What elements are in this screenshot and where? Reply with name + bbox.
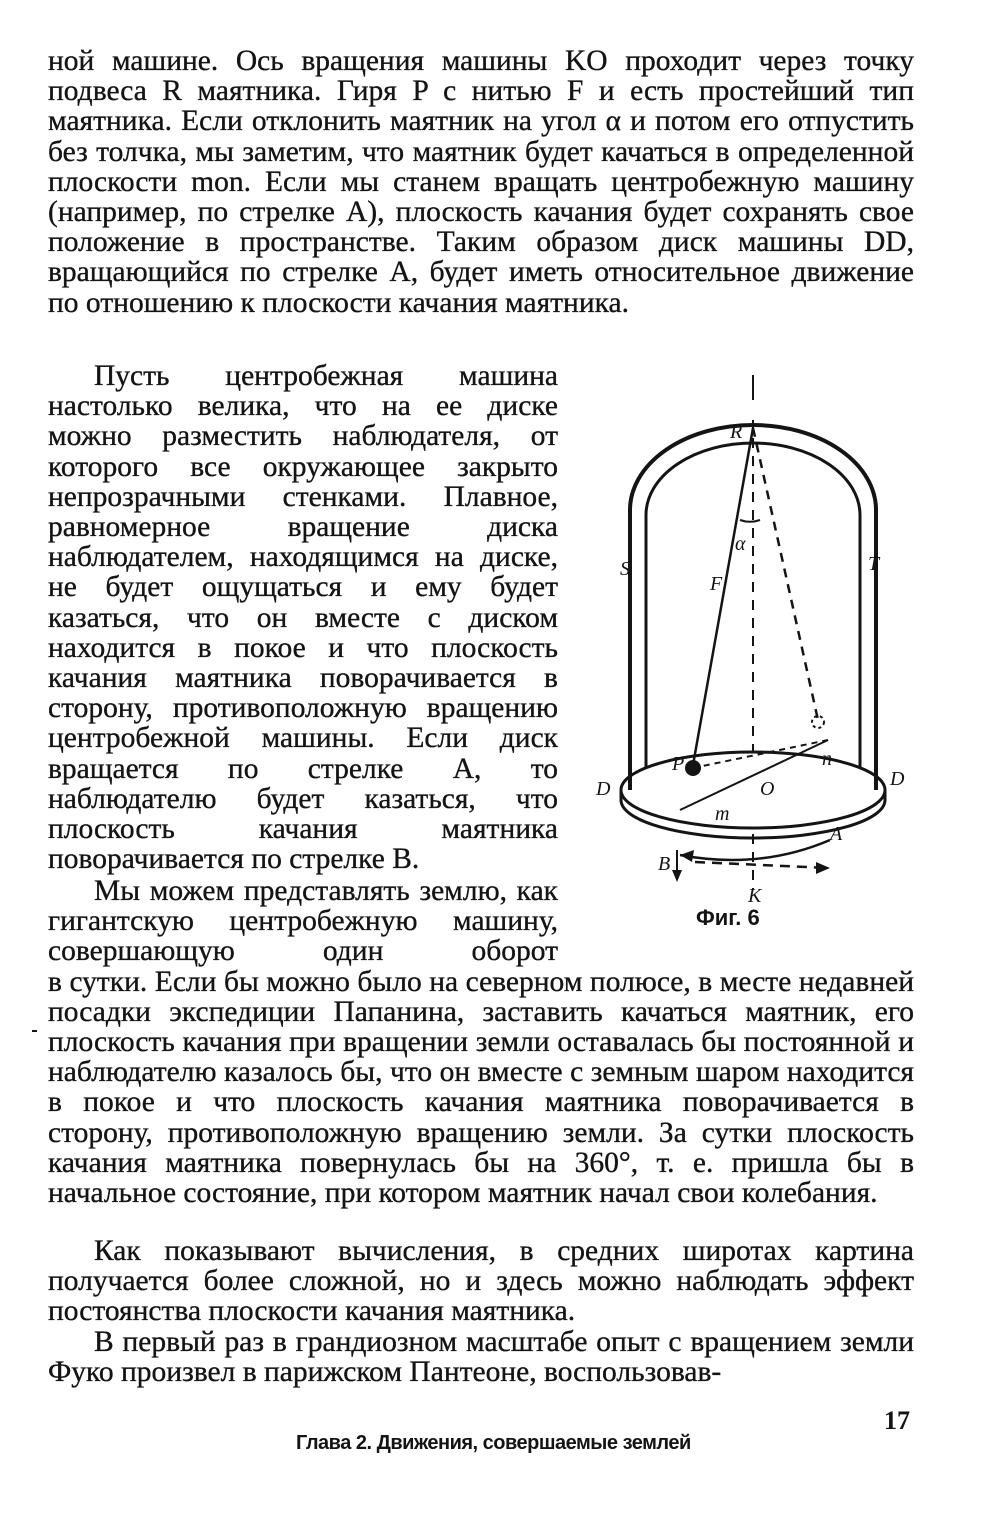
label-m: m <box>715 803 730 825</box>
label-R: R <box>730 421 743 443</box>
margin-mark <box>32 1030 37 1032</box>
label-B: B <box>658 853 671 875</box>
paragraph-1: ной машине. Ось вращения машины KO проходит через точку подвеса R маятника. Гиря P с нитью F и есть простейший тип маятника. Если отклонить маятник на угол α и потом его отпустить без толчка, мы заметим, что маятник будет качаться в определенной плоскости mon. Если мы станем вращать центробежную машину (например, по стрелке A), плоскость качания будет сохранять свое положение в пространстве. Таким образом диск машины DD, вращающийся по стрелке A, будет иметь относительное движение по отношению к плоскости качания маятника. <box>48 45 914 319</box>
label-F: F <box>710 573 723 595</box>
paragraph-3-full-width: в сутки. Если бы можно было на северном полюсе, в месте недавней посадки экспедиции Папанина, заставить качаться маятник, его плоскость качания при вращении земли оставалась бы постоянной и наблюдателю казалось бы, что он вместе с земным шаром находится в покое и что плоскость качания маятника поворачивается в сторону, противоположную вращению земли. За сутки плоскость качания маятника повернулась бы на 360°, т. е. пришла бы в начальное состояние, при котором маятник начал свои колебания. <box>48 965 914 1210</box>
label-D-right: D <box>890 768 905 790</box>
paragraph-2: Пусть центробежная машина настолько велика, что на ее диске можно разместить наблюдателя, от которого все окружающее закрыто непрозрачными стенками. Плавное, равномерное вращение диска наблюдателем, находящимся на диске, не будет ощущаться и ему будет казаться, что он вместе с диском находится в покое и что плоскость качания маятника поворачивается в сторону, противоположную вращению центробежной машины. Если диск вращается по стрелке A, то наблюдателю будет казаться, что плоскость качания маятника поворачивается по стрелке B. <box>48 360 558 876</box>
label-P: P <box>672 753 685 775</box>
paragraph-3-beside-figure: Мы можем представлять землю, как гигантскую центробежную машину, совершающую один оборот <box>48 875 558 968</box>
label-n: n <box>822 748 832 770</box>
pendulum-illustration <box>590 370 910 930</box>
page-number: 17 <box>884 1406 910 1435</box>
figure-caption: Фиг. 6 <box>696 905 760 930</box>
label-S: S <box>620 558 630 580</box>
label-O: O <box>760 778 775 800</box>
running-footer: Глава 2. Движения, совершаемые землей <box>296 1432 691 1454</box>
paragraph-4: Как показывают вычисления, в средних широтах картина получается более сложной, но и здесь можно наблюдать эффект постоянства плоскости качания маятника. <box>48 1235 914 1328</box>
label-alpha: α <box>735 533 746 555</box>
label-A: A <box>830 823 843 845</box>
figure-6-pendulum-diagram <box>590 370 910 940</box>
label-T: T <box>868 553 880 575</box>
label-K: K <box>748 885 762 907</box>
label-D-left: D <box>596 778 611 800</box>
paragraph-5: В первый раз в грандиозном масштабе опыт с вращением земли Фуко произвел в парижском Пантеоне, воспользовав- <box>48 1326 914 1389</box>
